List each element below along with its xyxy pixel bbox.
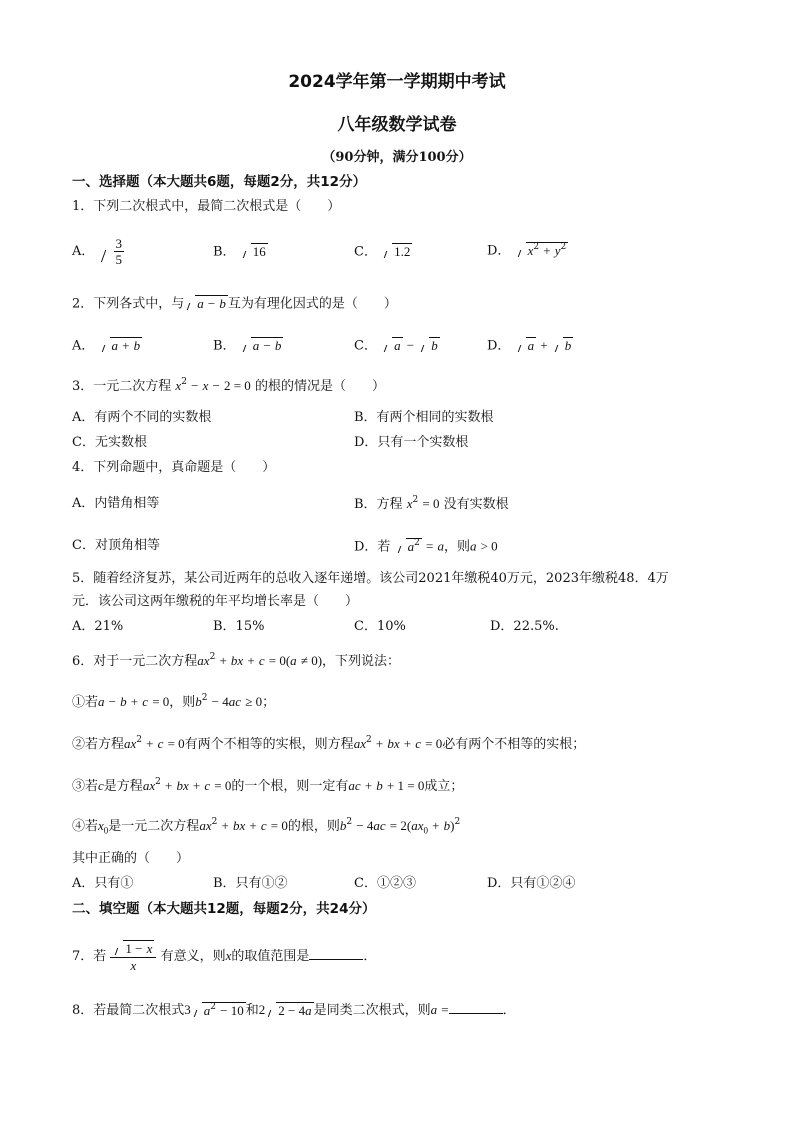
q2-option-d: D． a + b xyxy=(487,337,572,354)
q3-option-b: B．有两个相同的实数根 xyxy=(354,410,494,425)
q6-ask: 其中正确的（ ） xyxy=(72,851,190,866)
q1-stem: 1．下列二次根式中，最简二次根式是（ ） xyxy=(72,199,341,214)
q2-stem: 2．下列各式中，与 a − b 互为有理化因式的是（ ） xyxy=(72,296,397,312)
q3-option-a: A．有两个不同的实数根 xyxy=(72,410,212,425)
q2-option-b: B． a − b xyxy=(213,338,282,354)
q1-option-c: C． 1.2 xyxy=(354,244,411,260)
section1-heading: 一、选择题（本大题共6题，每题2分，共12分） xyxy=(72,174,367,190)
q4-option-b: B．方程 $x^2 = 0$ 没有实数根 xyxy=(354,495,509,512)
q1-option-b: B． 16 xyxy=(213,244,266,260)
q5-option-c: C．10% xyxy=(354,619,406,634)
q5-option-b: B．15% xyxy=(213,619,265,634)
q5-line1: 5．随着经济复苏，某公司近两年的总收入逐年递增。该公司2021年缴税40万元，2023年缴税48．4万 xyxy=(72,571,669,586)
q3-option-c: C．无实数根 xyxy=(72,435,147,450)
q3-stem: 3．一元二次方程 $x^2 - x - 2 = 0$ 的根的情况是（ ） xyxy=(72,377,385,394)
q1-option-a: A． $\frac{3}{5}$ xyxy=(72,236,126,267)
q7-stem: 7．若 $\frac{1 - x}{x}$ 有意义，则x的取值范围是 ． xyxy=(72,941,377,973)
q6-option-c: C．①②③ xyxy=(354,876,416,891)
q6-statement-1: ①若a − b + c = 0，则$b^2 - 4ac \ge 0$； xyxy=(72,693,276,710)
q5-line2: 元．该公司这两年缴税的年平均增长率是（ ） xyxy=(72,594,359,609)
q5-option-a: A．21% xyxy=(72,619,124,634)
q4-option-d: D．若 $a^2 = a$，则a > 0 xyxy=(354,538,498,555)
q6-option-b: B．只有①② xyxy=(213,876,288,891)
q6-stem: 6．对于一元二次方程$ax^2$ + bx + c = 0(a ≠ 0)，下列说法： xyxy=(72,652,401,669)
q6-option-d: D．只有①②④ xyxy=(487,876,576,891)
time-note: （90分钟，满分100分） xyxy=(322,150,472,165)
q6-statement-2: ②若方程$ax^2 + c = 0$有两个不相等的实根，则方程$ax^2$ + bx + c = 0必有两个不相等的实根； xyxy=(72,735,586,752)
exam-subtitle: 八年级数学试卷 xyxy=(337,115,457,135)
q2-option-c: C． a − b xyxy=(354,337,438,354)
q8-stem: 8．若最简二次根式3 $a^2 - 10$ 和2 2 − 4a 是同类二次根式，则a = ． xyxy=(72,1001,516,1018)
q2-option-a: A． a + b xyxy=(72,338,141,354)
q4-stem: 4．下列命题中，真命题是（ ） xyxy=(72,460,276,475)
q1-option-d: D． $x^2 + y^2$ xyxy=(487,242,567,259)
exam-title: 2024学年第一学期期中考试 xyxy=(288,72,506,92)
q4-option-c: C．对顶角相等 xyxy=(72,538,160,553)
q6-statement-4: ④若$x_0$是一元二次方程$ax^2$ + bx + c = 0的根，则$b^2 - 4ac = 2(ax_0 + b)^2$ xyxy=(72,817,461,836)
q6-option-a: A．只有① xyxy=(72,876,134,891)
section2-heading: 二、填空题（本大题共12题，每题2分，共24分） xyxy=(72,901,376,917)
q5-option-d: D．22.5%. xyxy=(490,619,559,634)
q3-option-d: D．只有一个实数根 xyxy=(354,435,469,450)
q4-option-a: A．内错角相等 xyxy=(72,496,160,511)
q6-statement-3: ③若c是方程$ax^2$ + bx + c = 0的一个根，则一定有ac + b + 1 = 0成立； xyxy=(72,777,464,794)
